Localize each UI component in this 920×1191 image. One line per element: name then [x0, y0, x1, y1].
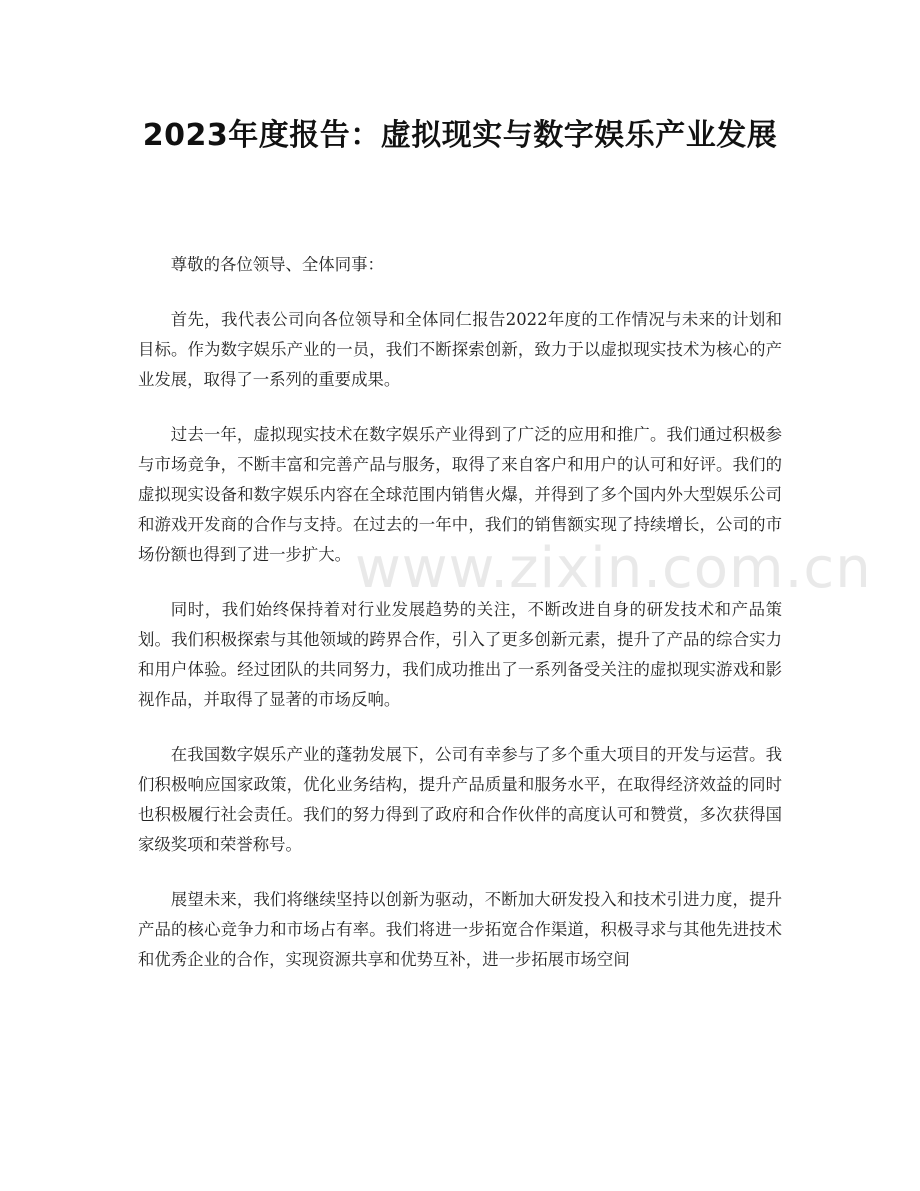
- body-paragraph: 同时，我们始终保持着对行业发展趋势的关注，不断改进自身的研发技术和产品策划。我们积极探索与其他领域的跨界合作，引入了更多创新元素，提升了产品的综合实力和用户体验。经过团队的共同努力，我们成功推出了一系列备受关注的虚拟现实游戏和影视作品，并取得了显著的市场反响。: [138, 600, 782, 709]
- document-title: 2023年度报告：虚拟现实与数字娱乐产业发展: [142, 118, 778, 153]
- body-paragraph: 在我国数字娱乐产业的蓬勃发展下，公司有幸参与了多个重大项目的开发与运营。我们积极响应国家政策，优化业务结构，提升产品质量和服务水平，在取得经济效益的同时也积极履行社会责任。我们的努力得到了政府和合作伙伴的高度认可和赞赏，多次获得国家级奖项和荣誉称号。: [138, 745, 782, 854]
- body-paragraph: 过去一年，虚拟现实技术在数字娱乐产业得到了广泛的应用和推广。我们通过积极参与市场竞争，不断丰富和完善产品与服务，取得了来自客户和用户的认可和好评。我们的虚拟现实设备和数字娱乐内容在全球范围内销售火爆，并得到了多个国内外大型娱乐公司和游戏开发商的合作与支持。在过去的一年中，我们的销售额实现了持续增长，公司的市场份额也得到了进一步扩大。: [138, 425, 782, 564]
- body-paragraph: 首先，我代表公司向各位领导和全体同仁报告2022年度的工作情况与未来的计划和目标。作为数字娱乐产业的一员，我们不断探索创新，致力于以虚拟现实技术为核心的产业发展，取得了一系列的重要成果。: [138, 310, 782, 389]
- document-body: [138, 250, 782, 1000]
- body-paragraph: 展望未来，我们将继续坚持以创新为驱动，不断加大研发投入和技术引进力度，提升产品的核心竞争力和市场占有率。我们将进一步拓宽合作渠道，积极寻求与其他先进技术和优秀企业的合作，实现资源共享和优势互补，进一步拓展市场空间: [138, 890, 782, 969]
- salutation-paragraph: 尊敬的各位领导、全体同事：: [170, 255, 384, 274]
- watermark: www.zixin.com.cn: [355, 536, 872, 601]
